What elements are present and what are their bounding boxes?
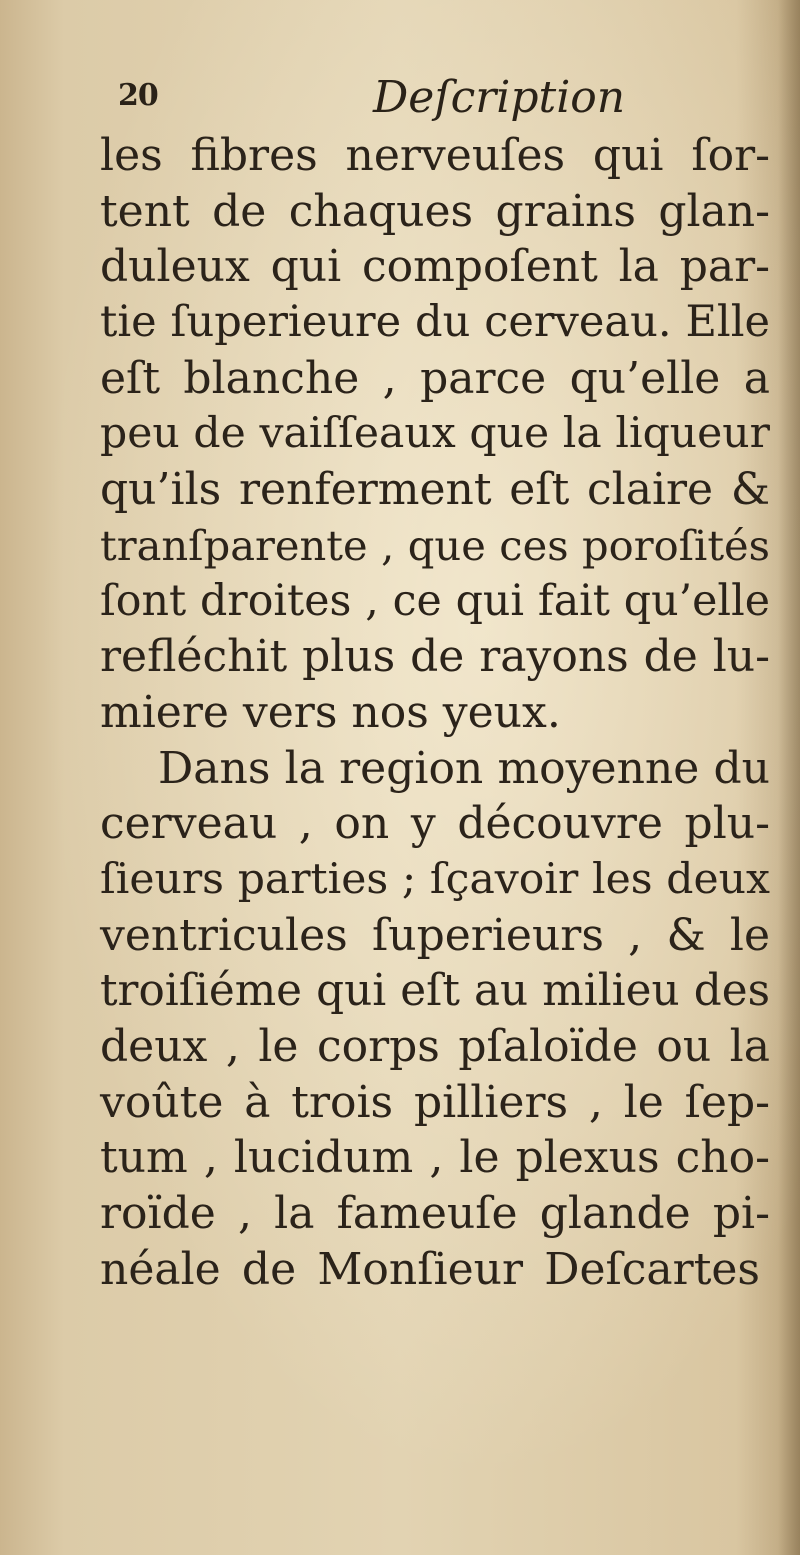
text-line: deux , le corps pſaloïde ou la: [100, 1021, 770, 1072]
text-line: les fibres nerveuſes qui ſor-: [100, 130, 770, 181]
page-number: 20: [118, 78, 158, 113]
text-line: tie ſuperieure du cerveau. Elle: [100, 297, 770, 348]
running-title: Deſcription: [373, 72, 626, 123]
text-line: ſieurs parties ; ſçavoir les deux: [100, 854, 770, 904]
body-text: [100, 128, 770, 1297]
text-line: troiſiéme qui eſt au milieu des: [100, 965, 770, 1017]
page-header: [118, 72, 678, 122]
text-line: qu’ils renferment eſt claire &: [100, 464, 770, 516]
text-line: tranſparente , que ces poroſités: [100, 520, 770, 570]
text-line: miere vers nos yeux.: [100, 686, 561, 738]
text-line: cerveau , on y découvre plu-: [100, 798, 770, 850]
text-line: peu de vaiſſeaux que la liqueur: [100, 409, 770, 459]
text-line: duleux qui compoſent la par-: [100, 241, 770, 293]
text-line: refléchit plus de rayons de lu-: [100, 631, 770, 683]
text-line: néale de Monſieur Deſcartes: [100, 1243, 760, 1295]
text-line: voûte à trois pilliers , le ſep-: [100, 1076, 770, 1128]
text-line: eſt blanche , parce qu’elle a: [100, 352, 770, 404]
text-line: tent de chaques grains glan-: [100, 185, 770, 237]
page-edge-shadow: [778, 0, 800, 1555]
paragraph-start-line: Dans la region moyenne du: [158, 742, 770, 794]
text-line: ventricules ſuperieurs , & le: [100, 909, 770, 961]
text-line: roïde , la fameuſe glande pi-: [100, 1188, 770, 1240]
text-line: tum , lucidum , le plexus cho-: [100, 1132, 770, 1184]
text-line: ſont droites , ce qui fait qu’elle: [100, 575, 770, 626]
